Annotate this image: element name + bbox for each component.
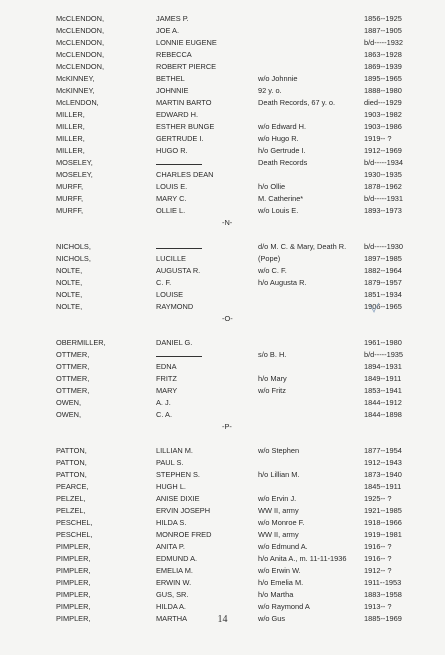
surname: NICHOLS,	[56, 242, 91, 251]
surname: MILLER,	[56, 134, 85, 143]
list-item	[0, 397, 445, 409]
surname: NOLTE,	[56, 302, 83, 311]
life-dates: b/d-----1931	[364, 194, 404, 203]
list-item	[0, 469, 445, 481]
list-item	[0, 49, 445, 61]
given-name: C. F.	[156, 278, 172, 287]
given-name: EDWARD H.	[156, 110, 199, 119]
list-item	[0, 145, 445, 157]
relation-note: w/o Johnnie	[258, 74, 298, 83]
given-name: HILDA S.	[156, 518, 187, 527]
surname: MURFF,	[56, 182, 84, 191]
life-dates: 1912-- ?	[364, 566, 392, 575]
given-name: REBECCA	[156, 50, 192, 59]
surname: PELZEL,	[56, 494, 86, 503]
given-name: ERWIN W.	[156, 578, 192, 587]
life-dates: 1853--1941	[364, 386, 402, 395]
given-name: ROBERT PIERCE	[156, 62, 217, 71]
given-name: ANITA P.	[156, 542, 185, 551]
list-item	[0, 409, 445, 421]
life-dates: 1887--1905	[364, 26, 402, 35]
life-dates: 1883--1958	[364, 590, 402, 599]
relation-note: w/o Ervin J.	[258, 494, 297, 503]
relation-note: w/o C. F.	[258, 266, 287, 275]
given-name: LOUIS E.	[156, 182, 188, 191]
life-dates: 1916-- ?	[364, 554, 392, 563]
given-name: MONROE FRED	[156, 530, 212, 539]
list-item	[0, 541, 445, 553]
relation-note: w/o Louis E.	[258, 206, 299, 215]
given-name	[156, 349, 202, 361]
given-name: JAMES P.	[156, 14, 189, 23]
surname: OTTMER,	[56, 386, 90, 395]
list-item	[0, 445, 445, 457]
given-name: GUS, SR.	[156, 590, 189, 599]
relation-note: h/o Augusta R.	[258, 278, 307, 287]
relation-note: w/o Fritz	[258, 386, 286, 395]
given-name: C. A.	[156, 410, 173, 419]
relation-note: w/o Edmund A.	[258, 542, 308, 551]
spacer	[0, 229, 445, 241]
list-item	[0, 85, 445, 97]
relation-note: Death Records, 67 y. o.	[258, 98, 336, 107]
list-item	[0, 493, 445, 505]
list-item	[0, 577, 445, 589]
given-name: LONNIE EUGENE	[156, 38, 217, 47]
list-item	[0, 277, 445, 289]
life-dates: 1925-- ?	[364, 494, 392, 503]
given-name: MARTHA	[156, 614, 188, 623]
given-name: MARY C.	[156, 194, 187, 203]
surname: PATTON,	[56, 446, 87, 455]
surname: PIMPLER,	[56, 554, 91, 563]
surname: McCLENDON,	[56, 38, 105, 47]
given-name: EMELIA M.	[156, 566, 193, 575]
life-dates: 1877--1954	[364, 446, 402, 455]
list-item	[0, 601, 445, 613]
surname: MOSELEY,	[56, 158, 93, 167]
section-label: -O-	[222, 314, 233, 323]
life-dates: 1893--1973	[364, 206, 402, 215]
given-name: AUGUSTA R.	[156, 266, 201, 275]
section-letter	[0, 313, 445, 325]
blank-name-line	[156, 241, 202, 249]
list-item	[0, 385, 445, 397]
given-name: LUCILLE	[156, 254, 186, 263]
list-item	[0, 253, 445, 265]
list-item	[0, 133, 445, 145]
given-name: RAYMOND	[156, 302, 194, 311]
surname: OWEN,	[56, 410, 82, 419]
list-item	[0, 505, 445, 517]
list-item	[0, 61, 445, 73]
list-item	[0, 157, 445, 169]
list-item	[0, 565, 445, 577]
surname: MOSELEY,	[56, 170, 93, 179]
relation-note: WW II, army	[258, 530, 299, 539]
relation-note: WW II, army	[258, 506, 299, 515]
list-item	[0, 181, 445, 193]
relation-note: w/o Edward H.	[258, 122, 307, 131]
list-item	[0, 169, 445, 181]
life-dates: died---1929	[364, 98, 402, 107]
section-label: -P-	[222, 422, 232, 431]
list-item	[0, 289, 445, 301]
given-name: DANIEL G.	[156, 338, 193, 347]
surname: MILLER,	[56, 146, 85, 155]
surname: PIMPLER,	[56, 542, 91, 551]
given-name: LILLIAN M.	[156, 446, 193, 455]
relation-note: Death Records	[258, 158, 308, 167]
relation-note: w/o Stephen	[258, 446, 300, 455]
given-name	[156, 241, 202, 253]
surname: MILLER,	[56, 110, 85, 119]
list-item	[0, 337, 445, 349]
life-dates: 1885--1969	[364, 614, 402, 623]
surname: McCLENDON,	[56, 14, 105, 23]
given-name: HUGH L.	[156, 482, 186, 491]
relation-note: h/o Emelia M.	[258, 578, 304, 587]
surname: McCLENDON,	[56, 50, 105, 59]
surname: MURFF,	[56, 206, 84, 215]
surname: OTTMER,	[56, 350, 90, 359]
life-dates: 1851--1934	[364, 290, 402, 299]
given-name: MARTIN BARTO	[156, 98, 212, 107]
life-dates: 1906--1965	[364, 302, 402, 311]
relation-note: h/o Martha	[258, 590, 294, 599]
given-name: CHARLES DEAN	[156, 170, 214, 179]
relation-note: M. Catherine*	[258, 194, 304, 203]
list-item	[0, 193, 445, 205]
life-dates: 1856--1925	[364, 14, 402, 23]
given-name: ANISE DIXIE	[156, 494, 200, 503]
relation-note: h/o Ollie	[258, 182, 286, 191]
surname: NOLTE,	[56, 266, 83, 275]
surname: McKINNEY,	[56, 74, 95, 83]
surname: PATTON,	[56, 470, 87, 479]
given-name	[156, 157, 202, 169]
surname: NICHOLS,	[56, 254, 91, 263]
life-dates: 1869--1939	[364, 62, 402, 71]
given-name: EDMUND A.	[156, 554, 198, 563]
blank-name-line	[156, 349, 202, 357]
relation-note: w/o Erwin W.	[258, 566, 301, 575]
list-item	[0, 25, 445, 37]
life-dates: 1919-- ?	[364, 134, 392, 143]
spacer	[0, 433, 445, 445]
given-name: STEPHEN S.	[156, 470, 200, 479]
list-item	[0, 37, 445, 49]
given-name: PAUL S.	[156, 458, 184, 467]
cemetery-listing	[0, 13, 445, 625]
life-dates: 1844--1912	[364, 398, 402, 407]
relation-note: h/o Gertrude I.	[258, 146, 306, 155]
blank-name-line	[156, 157, 202, 165]
life-dates: 1913-- ?	[364, 602, 392, 611]
life-dates: 1903--1986	[364, 122, 402, 131]
surname: MURFF,	[56, 194, 84, 203]
life-dates: 1911--1953	[364, 578, 402, 587]
surname: NOLTE,	[56, 290, 83, 299]
page-number: 14	[217, 614, 228, 625]
list-item	[0, 121, 445, 133]
given-name: LOUISE	[156, 290, 184, 299]
spacer	[0, 325, 445, 337]
life-dates: 1894--1931	[364, 362, 402, 371]
surname: PELZEL,	[56, 506, 86, 515]
list-item	[0, 265, 445, 277]
life-dates: 1849--1911	[364, 374, 402, 383]
surname: OBERMILLER,	[56, 338, 106, 347]
list-item	[0, 457, 445, 469]
surname: PESCHEL,	[56, 530, 93, 539]
surname: OTTMER,	[56, 362, 90, 371]
list-item	[0, 13, 445, 25]
life-dates: 1912--1943	[364, 458, 402, 467]
surname: PATTON,	[56, 458, 87, 467]
life-dates: 1879--1957	[364, 278, 402, 287]
life-dates: 1916-- ?	[364, 542, 392, 551]
life-dates: b/d-----1932	[364, 38, 404, 47]
life-dates: 1919--1981	[364, 530, 402, 539]
relation-note: h/o Anita A., m. 11-11-1936	[258, 554, 347, 563]
relation-note: w/o Hugo R.	[258, 134, 299, 143]
relation-note: d/o M. C. & Mary, Death R.	[258, 242, 347, 251]
life-dates: b/d-----1930	[364, 242, 404, 251]
given-name: A. J.	[156, 398, 171, 407]
list-item	[0, 205, 445, 217]
list-item	[0, 361, 445, 373]
surname: McKINNEY,	[56, 86, 95, 95]
given-name: GERTRUDE I.	[156, 134, 204, 143]
surname: PIMPLER,	[56, 578, 91, 587]
life-dates: 1888--1980	[364, 86, 402, 95]
relation-note: w/o Raymond A	[258, 602, 310, 611]
relation-note: (Pope)	[258, 254, 281, 263]
given-name: HILDA A.	[156, 602, 186, 611]
life-dates: 1961--1980	[364, 338, 402, 347]
surname: PIMPLER,	[56, 590, 91, 599]
given-name: EDNA	[156, 362, 177, 371]
given-name: ESTHER BUNGE	[156, 122, 215, 131]
life-dates: 1882--1964	[364, 266, 402, 275]
life-dates: 1921--1985	[364, 506, 402, 515]
life-dates: b/d-----1934	[364, 158, 404, 167]
list-item	[0, 589, 445, 601]
surname: PESCHEL,	[56, 518, 93, 527]
given-name: MARY	[156, 386, 178, 395]
relation-note: w/o Gus	[258, 614, 286, 623]
relation-note: s/o B. H.	[258, 350, 287, 359]
life-dates: 1897--1985	[364, 254, 402, 263]
section-letter	[0, 217, 445, 229]
life-dates: 1845--1911	[364, 482, 402, 491]
list-item	[0, 97, 445, 109]
life-dates: 1903--1982	[364, 110, 402, 119]
section-letter	[0, 421, 445, 433]
life-dates: 1930--1935	[364, 170, 402, 179]
pencil-check-mark	[368, 302, 380, 314]
surname: OWEN,	[56, 398, 82, 407]
list-item	[0, 553, 445, 565]
given-name: OLLIE L.	[156, 206, 186, 215]
surname: McLENDON,	[56, 98, 99, 107]
given-name: ERVIN JOSEPH	[156, 506, 211, 515]
surname: PEARCE,	[56, 482, 89, 491]
life-dates: 1878--1962	[364, 182, 402, 191]
list-item	[0, 241, 445, 253]
section-label: -N-	[222, 218, 233, 227]
life-dates: 1863--1928	[364, 50, 402, 59]
list-item	[0, 73, 445, 85]
surname: PIMPLER,	[56, 614, 91, 623]
life-dates: 1912--1969	[364, 146, 402, 155]
surname: McCLENDON,	[56, 62, 105, 71]
surname: OTTMER,	[56, 374, 90, 383]
life-dates: 1844--1898	[364, 410, 402, 419]
life-dates: 1895--1965	[364, 74, 402, 83]
given-name: BETHEL	[156, 74, 185, 83]
surname: MILLER,	[56, 122, 85, 131]
relation-note: h/o Lillian M.	[258, 470, 300, 479]
surname: PIMPLER,	[56, 566, 91, 575]
surname: McCLENDON,	[56, 26, 105, 35]
list-item	[0, 517, 445, 529]
life-dates: b/d-----1935	[364, 350, 404, 359]
list-item	[0, 349, 445, 361]
given-name: JOHNNIE	[156, 86, 189, 95]
given-name: HUGO R.	[156, 146, 188, 155]
list-item	[0, 373, 445, 385]
surname: NOLTE,	[56, 278, 83, 287]
relation-note: w/o Monroe F.	[258, 518, 305, 527]
list-item	[0, 109, 445, 121]
surname: PIMPLER,	[56, 602, 91, 611]
list-item	[0, 481, 445, 493]
list-item	[0, 529, 445, 541]
given-name: FRITZ	[156, 374, 177, 383]
life-dates: 1918--1966	[364, 518, 402, 527]
given-name: JOE A.	[156, 26, 180, 35]
life-dates: 1873--1940	[364, 470, 402, 479]
relation-note: 92 y. o.	[258, 86, 282, 95]
relation-note: h/o Mary	[258, 374, 287, 383]
